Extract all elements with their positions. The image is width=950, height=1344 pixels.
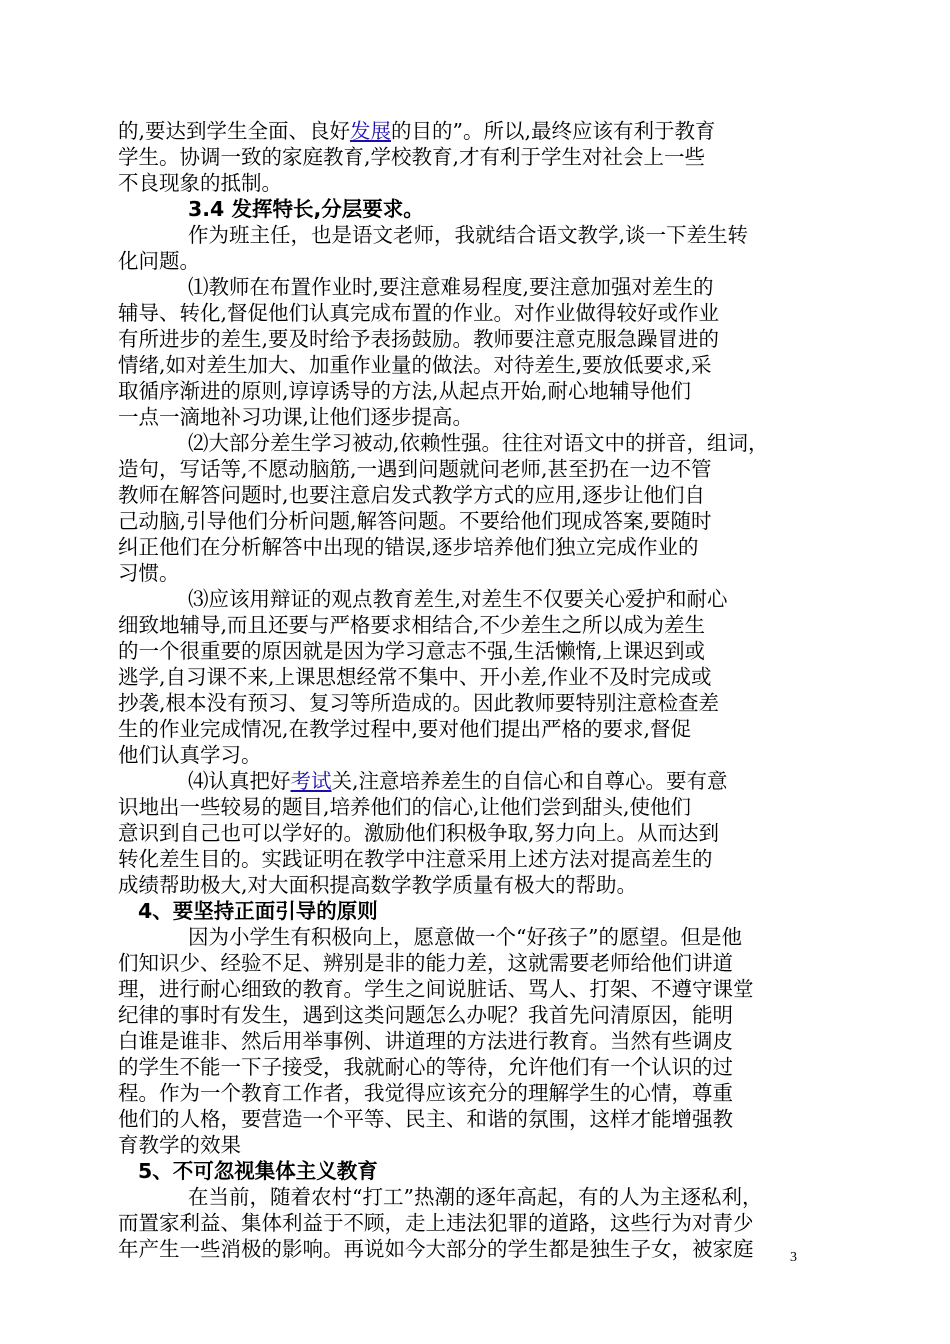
- text-line: 作为班主任，也是语文老师，我就结合语文教学,谈一下差生转: [188, 223, 749, 247]
- text-span: 关,注意培养差生的自信心和自尊心。要有意: [331, 769, 728, 793]
- text-span: 的,要达到学生全面、良好: [118, 119, 351, 143]
- link-development[interactable]: 发展: [350, 119, 392, 143]
- text-line: 他们认真学习。: [118, 743, 262, 767]
- text-line: 有所进步的差生,要及时给予表扬鼓励。教师要注意克服急躁冒进的: [118, 327, 720, 351]
- text-line: 抄袭,根本没有预习、复习等所造成的。因此教师要特别注意检查差: [118, 691, 720, 715]
- page-number: 3: [790, 1250, 797, 1265]
- text-line: 他们的人格，要营造一个平等、民主、和谐的氛围，这样才能增强教: [118, 1107, 733, 1131]
- text-span: ⑷认真把好: [188, 769, 291, 793]
- text-line: 因为小学生有积极向上，愿意做一个“好孩子”的愿望。但是他: [188, 925, 742, 949]
- text-line: 教师在解答问题时,也要注意启发式教学方式的应用,逐步让他们自: [118, 483, 706, 507]
- section-heading-4: 4、要坚持正面引导的原则: [138, 899, 378, 923]
- text-line: ⑶应该用辩证的观点教育差生,对差生不仅要关心爱护和耐心: [188, 587, 728, 611]
- text-line: 生的作业完成情况,在教学过程中,要对他们提出严格的要求,督促: [118, 717, 692, 741]
- section-heading-3-4: 3.4 发挥特长,分层要求。: [188, 197, 424, 221]
- text-line: 意识到自己也可以学好的。激励他们积极争取,努力向上。从而达到: [118, 821, 720, 845]
- text-line: ⑴教师在布置作业时,要注意难易程度,要注意加强对差生的: [188, 275, 714, 299]
- text-line: 纪律的事时有发生，遇到这类问题怎么办呢？我首先问清原因，能明: [118, 1003, 733, 1027]
- text-line: 细致地辅导,而且还要与严格要求相结合,不少差生之所以成为差生: [118, 613, 706, 637]
- text-line: 的一个很重要的原因就是因为学习意志不强,生活懒惰,上课迟到或: [118, 639, 706, 663]
- text-line: 取循序渐进的原则,谆谆诱导的方法,从起点开始,耐心地辅导他们: [118, 379, 692, 403]
- document-body: [118, 118, 828, 1262]
- section-heading-5: 5、不可忽视集体主义教育: [138, 1159, 378, 1183]
- text-line: 不良现象的抵制。: [118, 171, 282, 195]
- text-line: 在当前，随着农村“打工”热潮的逐年高起，有的人为主逐私利，: [188, 1185, 763, 1209]
- text-line: 识地出一些较易的题目,培养他们的信心,让他们尝到甜头,使他们: [118, 795, 692, 819]
- text-line: 学生。协调一致的家庭教育,学校教育,才有利于学生对社会上一些: [118, 145, 706, 169]
- link-exam[interactable]: 考试: [290, 769, 332, 793]
- text-line: ⑵大部分差生学习被动,依赖性强。往往对语文中的拼音，组词，: [188, 431, 769, 455]
- text-line: 辅导、转化,督促他们认真完成布置的作业。对作业做得较好或作业: [118, 301, 720, 325]
- text-line: 而置家利益、集体利益于不顾，走上违法犯罪的道路，这些行为对青少: [118, 1211, 754, 1235]
- text-line: 一点一滴地补习功课,让他们逐步提高。: [118, 405, 474, 429]
- text-span: 的目的”。所以,最终应该有利于教育: [391, 119, 716, 143]
- text-line: [118, 768, 828, 794]
- text-line: 成绩帮助极大,对大面积提高数学教学质量有极大的帮助。: [118, 873, 638, 897]
- text-line: 的学生不能一下子接受，我就耐心的等待，允许他们有一个认识的过: [118, 1055, 733, 1079]
- text-line: 育教学的效果: [118, 1133, 241, 1157]
- text-line: 情绪,如对差生加大、加重作业量的做法。对待差生,要放低要求,采: [118, 353, 712, 377]
- text-line: 理，进行耐心细致的教育。学生之间说脏话、骂人、打架、不遵守课堂: [118, 977, 754, 1001]
- text-line: 们知识少、经验不足、辨别是非的能力差，这就需要老师给他们讲道: [118, 951, 733, 975]
- text-line: 造句，写话等,不愿动脑筋,一遇到问题就问老师,甚至扔在一边不管: [118, 457, 712, 481]
- text-line: [118, 118, 828, 144]
- text-line: 年产生一些消极的影响。再说如今大部分的学生都是独生子女，被家庭: [118, 1237, 754, 1261]
- text-line: 己动脑,引导他们分析问题,解答问题。不要给他们现成答案,要随时: [118, 509, 712, 533]
- text-line: 转化差生目的。实践证明在教学中注意采用上述方法对提高差生的: [118, 847, 713, 871]
- text-line: 纠正他们在分析解答中出现的错误,逐步培养他们独立完成作业的: [118, 535, 699, 559]
- text-line: 逃学,自习课不来,上课思想经常不集中、开小差,作业不及时完成或: [118, 665, 712, 689]
- text-line: 程。作为一个教育工作者，我觉得应该充分的理解学生的心情，尊重: [118, 1081, 733, 1105]
- text-line: 化问题。: [118, 249, 200, 273]
- text-line: 习惯。: [118, 561, 180, 585]
- text-line: 白谁是谁非、然后用举事例、讲道理的方法进行教育。当然有些调皮: [118, 1029, 733, 1053]
